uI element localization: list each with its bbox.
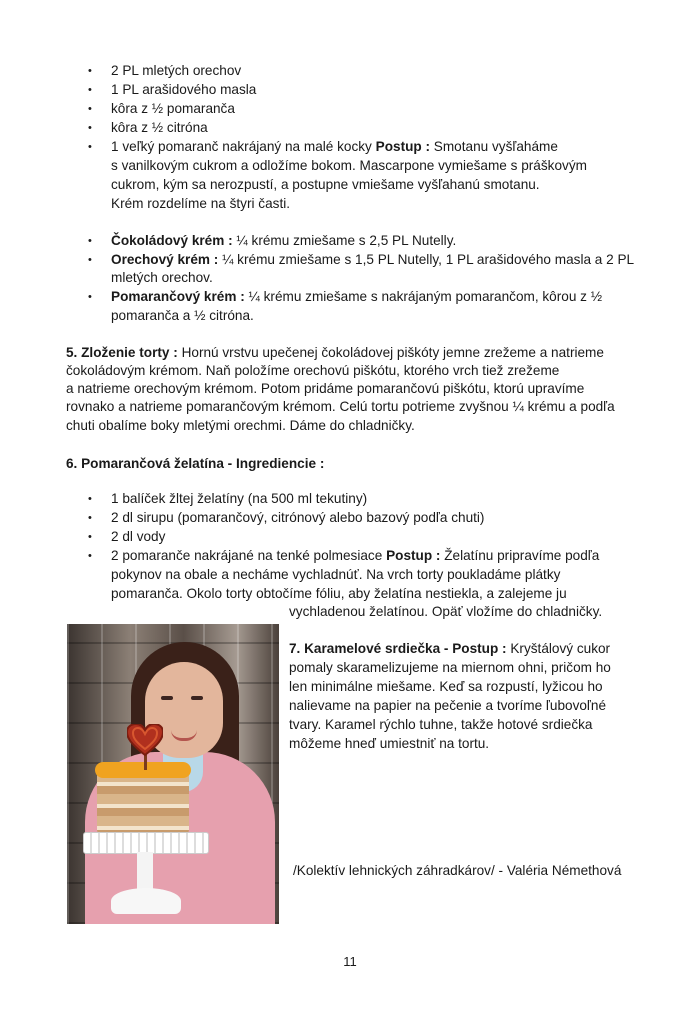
bullet: • — [88, 550, 92, 562]
bullet: • — [88, 512, 92, 524]
photo-woman-with-cake — [67, 624, 279, 924]
section-6-heading: 6. Pomarančová želatína - Ingrediencie : — [66, 456, 325, 471]
signature: /Kolektív lehnických záhradkárov/ - Valéria Némethová — [293, 863, 622, 878]
bullet: • — [88, 235, 92, 247]
paragraph-line: len minimálne miešame. Keď sa rozpustí, lyžicou ho — [289, 679, 603, 694]
list-item: 2 dl sirupu (pomarančový, citrónový alebo bazový podľa chuti) — [111, 510, 485, 525]
section-5-heading: 5. Zloženie torty : — [66, 345, 178, 360]
bullet: • — [88, 531, 92, 543]
postup-label: Postup : — [386, 548, 441, 563]
paragraph-line: pomaranča. Okolo torty obtočíme fóliu, aby želatína nestiekla, a zalejeme ju — [111, 586, 567, 601]
krem-text: ¼ krému zmiešame s 1,5 PL Nutelly, 1 PL arašidového masla a 2 PL — [218, 252, 635, 267]
page-number: 11 — [343, 954, 357, 969]
krem-label: Orechový krém : — [111, 252, 219, 267]
cake — [97, 772, 189, 834]
paragraph-line: pomaly skaramelizujeme na miernom ohni, pričom ho — [289, 660, 611, 675]
bullet: • — [88, 103, 92, 115]
caramel-heart-icon — [127, 724, 163, 756]
krem-text: mletých orechov. — [111, 270, 213, 285]
paragraph-line: čokoládovým krémom. Naň položíme orechovú piškótu, ktorého vrch tiež zrežeme — [66, 363, 560, 378]
bullet: • — [88, 493, 92, 505]
paragraph-line: a natrieme orechovým krémom. Potom pridáme pomarančovú piškótu, ktorú upravíme — [66, 381, 585, 396]
paragraph-line: vychladenou želatínou. Opäť vložíme do chladničky. — [289, 604, 603, 619]
krem-label: Čokoládový krém : — [111, 233, 233, 248]
krem-item — [111, 288, 602, 306]
bullet: • — [88, 122, 92, 134]
paragraph-line: pokynov na obale a necháme vychladnúť. Na vrch torty poukladáme plátky — [111, 567, 561, 582]
postup-text: Želatínu pripravíme podľa — [440, 548, 600, 563]
eye — [161, 696, 173, 700]
krem-text: ¼ krému zmiešame s 2,5 PL Nutelly. — [232, 233, 457, 248]
paragraph-text: Kryštálový cukor — [506, 641, 611, 656]
bullet: • — [88, 141, 92, 153]
krem-text: ¼ krému zmiešame s nakrájaným pomarančom, kôrou z ½ — [244, 289, 603, 304]
postup-label: Postup : — [375, 139, 431, 154]
bullet: • — [88, 291, 92, 303]
list-item-text: 2 pomaranče nakrájané na tenké polmesiace — [111, 548, 383, 563]
section-7-line — [289, 640, 610, 658]
orange-glaze — [95, 762, 191, 778]
krem-item — [111, 232, 456, 250]
cake-stand-leg — [137, 852, 153, 892]
list-item: kôra z ½ pomaranča — [111, 101, 235, 116]
list-item: 1 PL arašidového masla — [111, 82, 257, 97]
list-item: kôra z ½ citróna — [111, 120, 208, 135]
cake-stand-base — [111, 888, 181, 914]
list-item — [111, 547, 599, 565]
paragraph-line: Krém rozdelíme na štyri časti. — [111, 196, 291, 211]
cake-stand-plate — [83, 832, 209, 854]
paragraph-line: môžeme hneď umiestniť na tortu. — [289, 736, 490, 751]
bullet: • — [88, 254, 92, 266]
section-5-line — [66, 344, 604, 362]
list-item — [111, 138, 558, 156]
paragraph-line: chuti obalíme boky mletými orechmi. Dáme do chladničky. — [66, 418, 415, 433]
section-7-heading: 7. Karamelové srdiečka - Postup : — [289, 641, 507, 656]
krem-text: pomaranča a ½ citróna. — [111, 308, 254, 323]
list-item: 1 balíček žltej želatíny (na 500 ml tekutiny) — [111, 491, 368, 506]
paragraph-line: rovnako a natrieme pomarančovým krémom. Celú tortu potrieme zvyšnou ¼ krému a podľa — [66, 399, 615, 414]
eye — [191, 696, 203, 700]
paragraph-line: s vanilkovým cukrom a odložíme bokom. Mascarpone vymiešame s práškovým — [111, 158, 587, 173]
paragraph-line: cukrom, kým sa nerozpustí, a postupne vmiešame vyšľahanú smotanu. — [111, 177, 540, 192]
paragraph-line: nalievame na papier na pečenie a tvoríme ľubovoľné — [289, 698, 607, 713]
list-item: 2 PL mletých orechov — [111, 63, 242, 78]
krem-item — [111, 251, 634, 269]
bullet: • — [88, 84, 92, 96]
postup-text: Smotanu vyšľaháme — [430, 139, 558, 154]
list-item: 2 dl vody — [111, 529, 166, 544]
paragraph-line: tvary. Karamel rýchlo tuhne, takže hotové srdiečka — [289, 717, 593, 732]
list-item-text: 1 veľký pomaranč nakrájaný na malé kocky — [111, 139, 372, 154]
bullet: • — [88, 65, 92, 77]
paragraph-text: Hornú vrstvu upečenej čokoládovej piškóty jemne zrežeme a natrieme — [177, 345, 604, 360]
krem-label: Pomarančový krém : — [111, 289, 245, 304]
